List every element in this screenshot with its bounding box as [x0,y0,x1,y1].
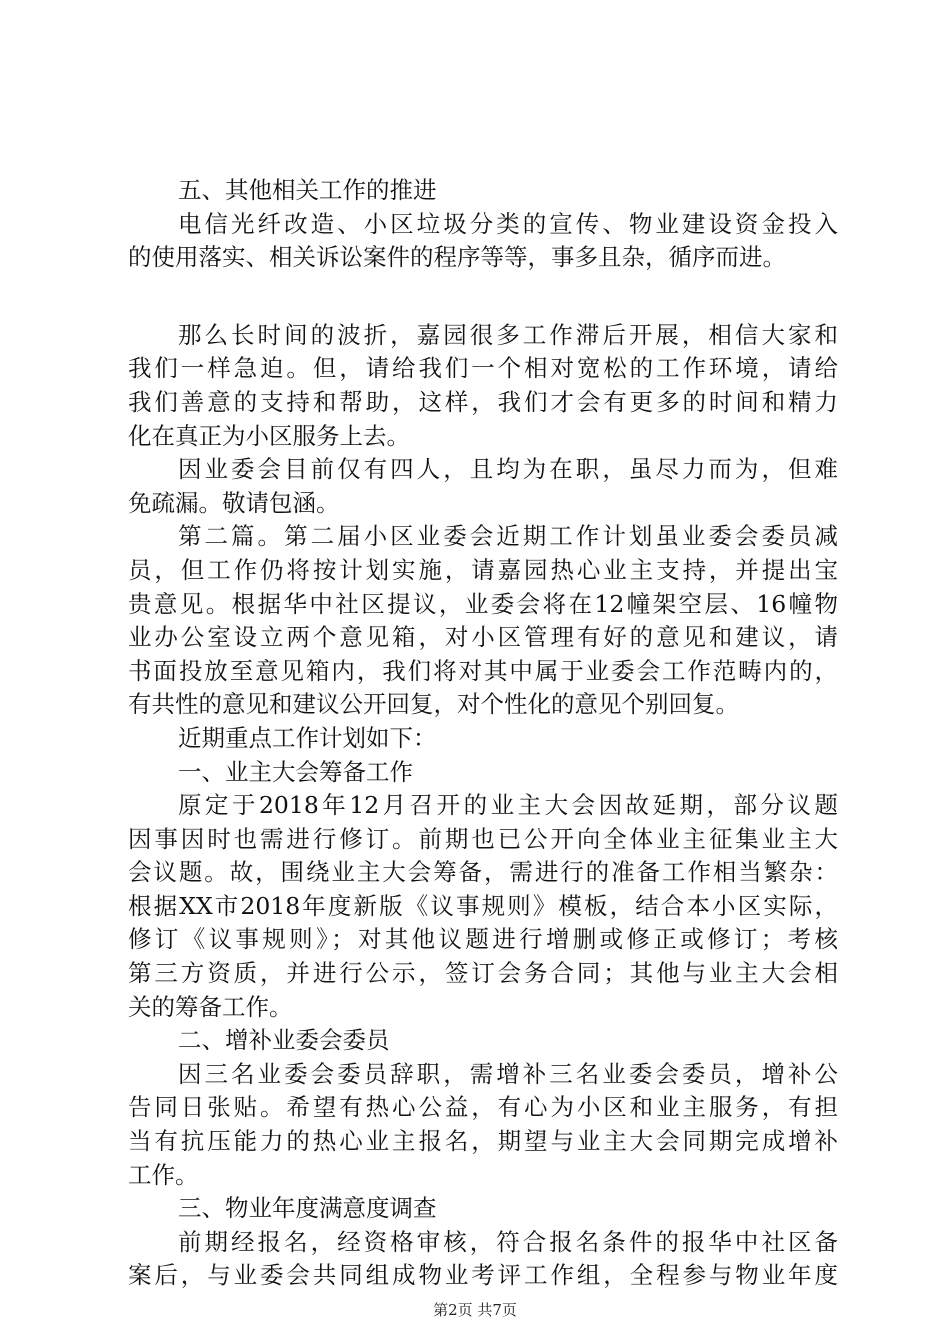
paragraph-line: 化在真正为小区服务上去。 [128,421,410,450]
paragraph-gap [128,275,838,319]
section-heading: 五、其他相关工作的推进 [178,176,437,204]
paragraph-line: 我们一样急迫。但，请给我们一个相对宽松的工作环境，请给 [128,354,838,383]
paragraph-line: 那么长时间的波折，嘉园很多工作滞后开展，相信大家和 [178,320,838,349]
paragraph-line: 根据XX市2018年度新版《议事规则》模板，结合本小区实际， [128,891,838,920]
paragraph-line: 当有抗压能力的热心业主报名，期望与业主大会同期完成增补 [128,1127,838,1156]
paragraph-line: 会议题。故，围绕业主大会筹备，需进行的准备工作相当繁杂： [128,858,838,887]
paragraph-line: 书面投放至意见箱内，我们将对其中属于业委会工作范畴内的， [128,656,838,685]
paragraph-line: 贵意见。根据华中社区提议，业委会将在12幢架空层、16幢物 [128,589,838,618]
section-heading: 三、物业年度满意度调查 [178,1194,437,1223]
paragraph-line: 案后，与业委会共同组成物业考评工作组，全程参与物业年度 [128,1261,838,1290]
paragraph-line: 有共性的意见和建议公开回复，对个性化的意见个别回复。 [128,690,739,719]
paragraph-line: 业办公室设立两个意见箱，对小区管理有好的意见和建议，请 [128,623,838,652]
paragraph-line: 因业委会目前仅有四人，且均为在职，虽尽力而为，但难 [178,455,838,484]
paragraph-line: 前期经报名，经资格审核，符合报名条件的报华中社区备 [178,1227,838,1256]
section-heading: 一、业主大会筹备工作 [178,757,413,786]
paragraph-line: 关的筹备工作。 [128,992,293,1021]
paragraph-line: 因三名业委会委员辞职，需增补三名业委会委员，增补公 [178,1059,838,1088]
paragraph-line: 第三方资质，并进行公示，签订会务合同；其他与业主大会相 [128,959,838,988]
document-body [128,174,838,1293]
paragraph-line: 工作。 [128,1160,199,1189]
paragraph-line: 我们善意的支持和帮助，这样，我们才会有更多的时间和精力 [128,387,838,416]
paragraph-line: 员，但工作仍将按计划实施，请嘉园热心业主支持，并提出宝 [128,555,838,584]
paragraph-line: 的使用落实、相关诉讼案件的程序等等，事多且杂，循序而进。 [128,243,786,272]
plan-title: 近期重点工作计划如下： [178,723,437,752]
paragraph-line: 电信光纤改造、小区垃圾分类的宣传、物业建设资金投入 [178,209,838,238]
paragraph-line: 修订《议事规则》；对其他议题进行增删或修正或修订；考核 [128,925,838,954]
paragraph-line: 第二篇。第二届小区业委会近期工作计划虽业委会委员减 [178,522,838,551]
section-heading: 二、增补业委会委员 [178,1026,390,1055]
paragraph-line: 告同日张贴。希望有热心公益，有心为小区和业主服务，有担 [128,1093,838,1122]
paragraph-line: 因事因时也需进行修订。前期也已公开向全体业主征集业主大 [128,824,838,853]
paragraph-line: 原定于2018年12月召开的业主大会因故延期，部分议题 [178,791,838,820]
page-indicator: 第2页 共7页 [433,1301,517,1319]
paragraph-line: 免疏漏。敬请包涵。 [128,488,340,517]
